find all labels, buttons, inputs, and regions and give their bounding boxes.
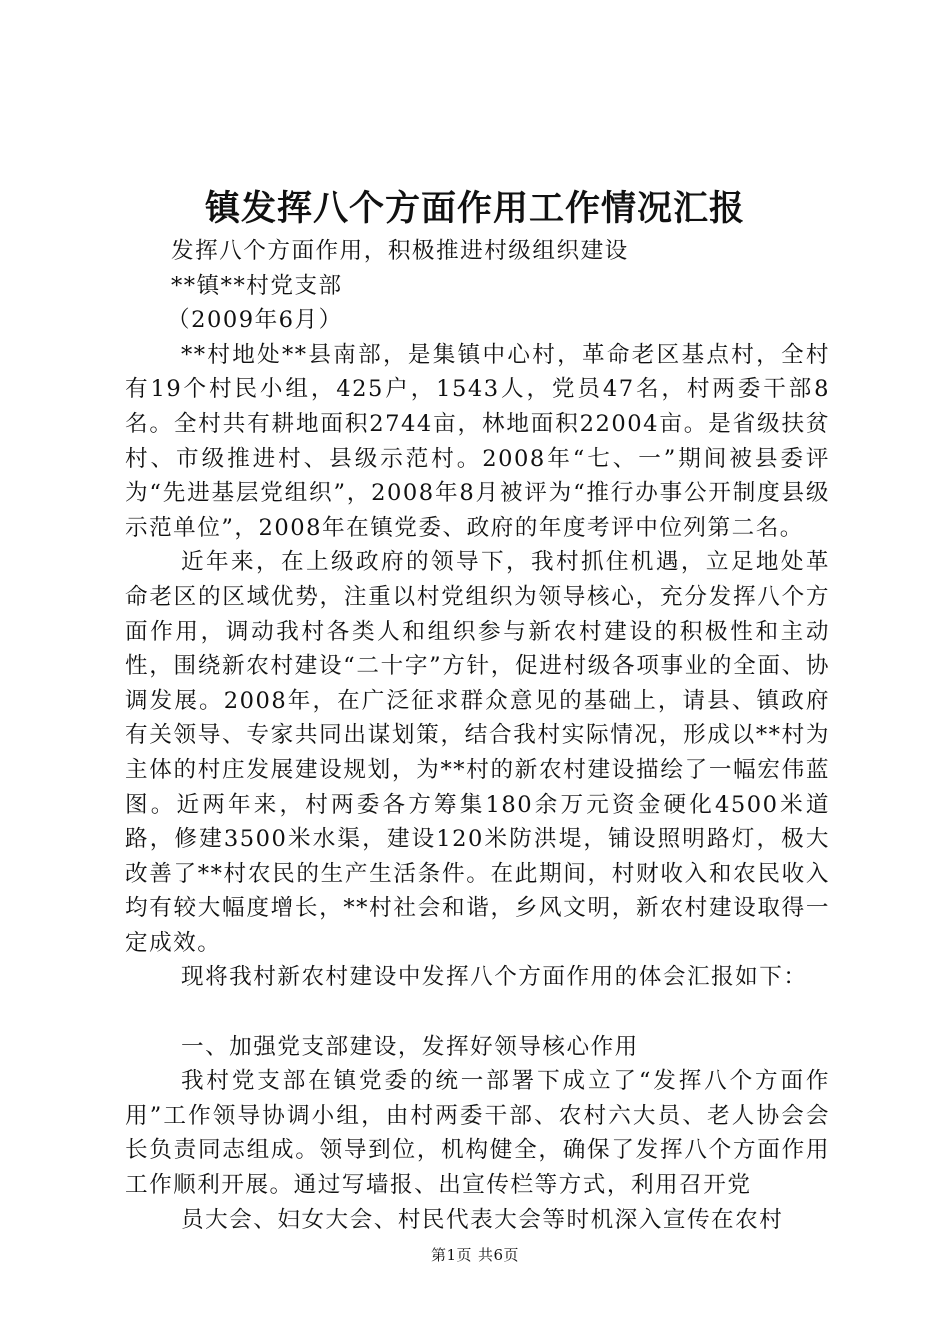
document-body bbox=[125, 234, 830, 1237]
section-paragraph: 我村党支部在镇党委的统一部署下成立了“发挥八个方面作用”工作领导协调小组，由村两委干部、农村六大员、老人协会会长负责同志组成。领导到位，机构健全，确保了发挥八个方面作用工作顺利开展。通过写墙报、出宣传栏等方式，利用召开党 bbox=[125, 1068, 830, 1199]
document-subtitle: 发挥八个方面作用，积极推进村级组织建设 bbox=[171, 238, 629, 264]
page-number: 第1页 bbox=[430, 1246, 472, 1264]
document-date: （2009年6月） bbox=[167, 307, 343, 334]
section-paragraph-continued: 员大会、妇女大会、村民代表大会等时机深入宣传在农村 bbox=[181, 1206, 784, 1233]
document-title: 镇发挥八个方面作用工作情况汇报 bbox=[204, 188, 745, 229]
paragraph-progress: 近年来，在上级政府的领导下，我村抓住机遇，立足地处革命老区的区域优势，注重以村党组织为领导核心，充分发挥八个方面作用，调动我村各类人和组织参与新农村建设的积极性和主动性，围绕新农村建设“二十字”方针，促进村级各项事业的全面、协调发展。2008年，在广泛征求群众意见的基础上，请县、镇政府有关领导、专家共同出谋划策，结合我村实际情况，形成以**村为主体的村庄发展建设规划，为**村的新农村建设描绘了一幅宏伟蓝图。近两年来，村两委各方筹集180余万元资金硬化4500米道路，修建3500米水渠，建设120米防洪堤，铺设照明路灯，极大改善了**村农民的生产生活条件。在此期间，村财收入和农民收入均有较大幅度增长，**村社会和谐，乡风文明，新农村建设取得一定成效。 bbox=[125, 549, 830, 956]
page-footer bbox=[0, 1244, 950, 1265]
section-heading: 一、加强党支部建设，发挥好领导核心作用 bbox=[181, 1033, 639, 1060]
page-total: 共6页 bbox=[478, 1246, 520, 1264]
paragraph-spacer bbox=[125, 995, 830, 1030]
paragraph-report-lead: 现将我村新农村建设中发挥八个方面作用的体会汇报如下： bbox=[181, 964, 808, 991]
document-author: **镇**村党支部 bbox=[171, 272, 343, 299]
paragraph-intro: **村地处**县南部，是集镇中心村，革命老区基点村，全村有19个村民小组，425户，1543人，党员47名，村两委干部8名。全村共有耕地面积2744亩，林地面积22004亩。是省级扶贫村、市级推进村、县级示范村。2008年“七、一”期间被县委评为“先进基层党组织”，2008年8月被评为“推行办事公开制度县级示范单位”，2008年在镇党委、政府的年度考评中位列第二名。 bbox=[125, 341, 830, 541]
